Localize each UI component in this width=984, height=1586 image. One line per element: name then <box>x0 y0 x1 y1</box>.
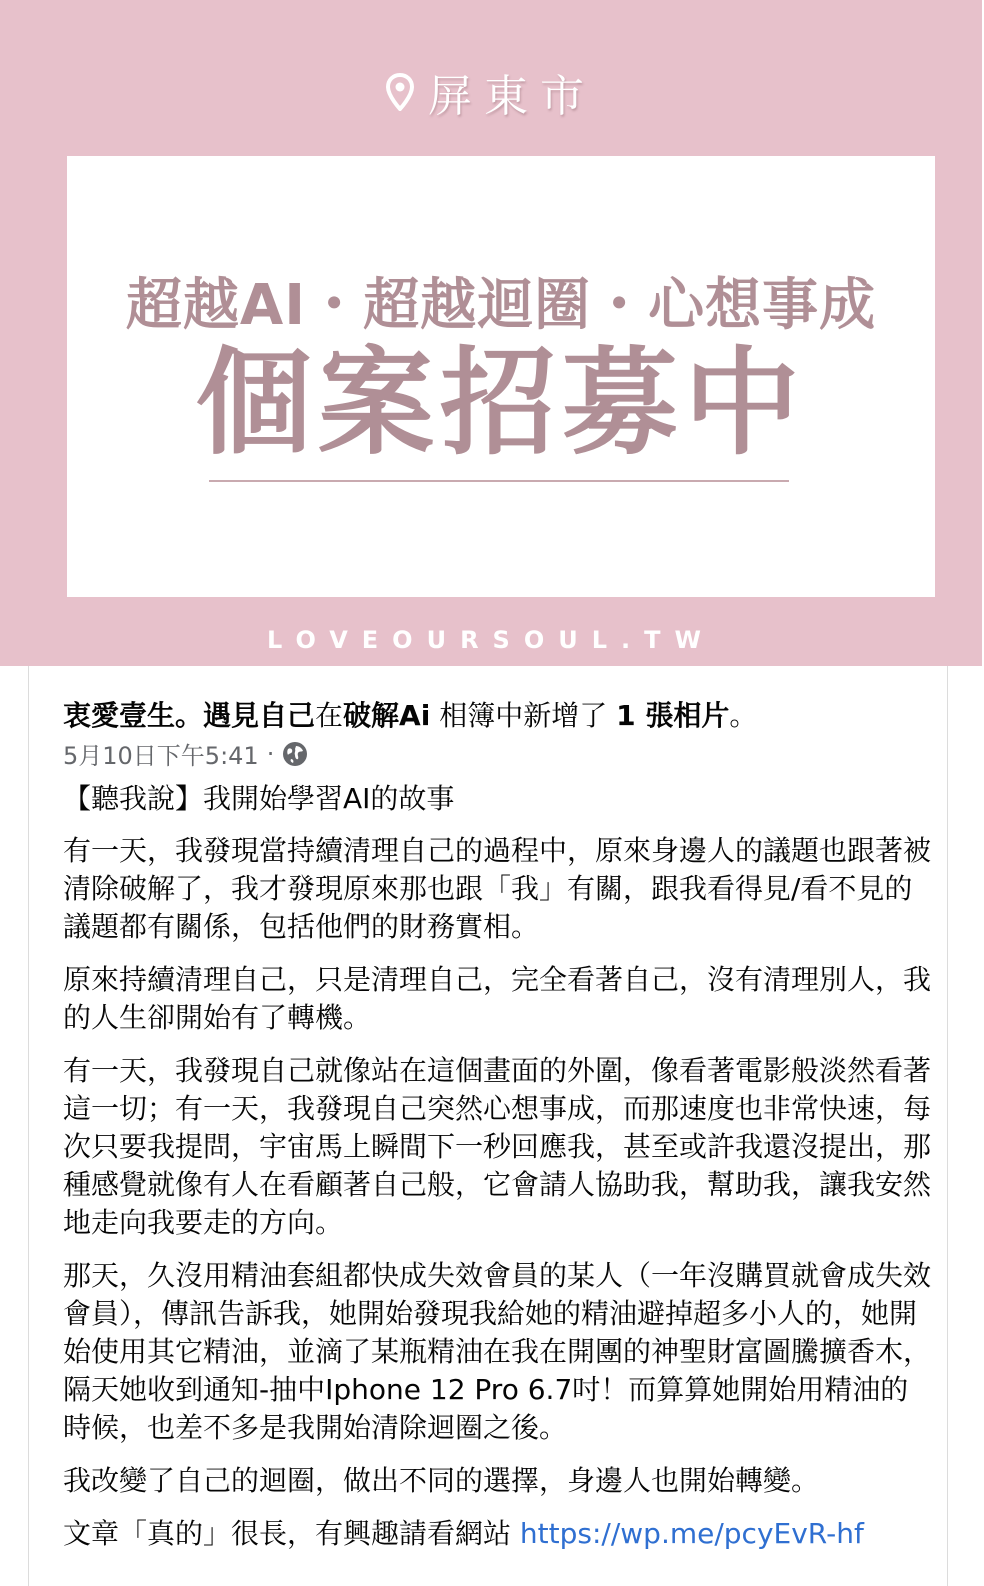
globe-icon[interactable] <box>282 741 308 767</box>
post-paragraph-4: 那天，久沒用精油套組都快成失效會員的某人（一年沒購買就會成失效會員），傳訊告訴我，她開始發現我給她的精油避掉超多小人的，她開始使用其它精油，並滴了某瓶精油在我在開團的神聖財富圖騰擴香木，隔天她收到通知-抽中Iphone 12 Pro 6.7吋！而算算她開始用精油的時候，也差不多是我開始清除迴圈之後。 <box>63 1259 932 1444</box>
post-paragraph-1: 有一天，我發現當持續清理自己的過程中，原來身邊人的議題也跟著被清除破解了，我才發現原來那也跟「我」有關，跟我看得見/看不見的議題都有關係，包括他們的財務實相。 <box>63 834 932 943</box>
location-text: 屏東市 <box>428 71 596 122</box>
banner-headline: 個案招募中 <box>196 336 806 471</box>
post-timestamp[interactable]: 5月10日下午5:41 <box>63 742 259 770</box>
post-action-prefix: 在 <box>315 699 344 732</box>
post-meta <box>63 736 308 771</box>
post-card <box>28 666 948 1586</box>
post-title: 【聽我說】我開始學習AI的故事 <box>63 782 455 815</box>
banner-card <box>67 156 935 597</box>
post-last-line-text: 文章「真的」很長，有興趣請看網站 <box>63 1517 520 1550</box>
website-link[interactable]: https://wp.me/pcyEvR-hf <box>519 1517 864 1550</box>
post-body <box>63 780 933 1568</box>
post-photo[interactable] <box>0 0 982 666</box>
banner-divider <box>209 480 789 482</box>
location-label <box>0 60 982 124</box>
post-paragraph-2: 原來持續清理自己，只是清理自己，完全看著自己，沒有清理別人，我的人生卻開始有了轉機。 <box>63 963 932 1034</box>
map-pin-icon <box>386 73 414 111</box>
album-link[interactable]: 破解Ai <box>343 699 431 732</box>
post-header <box>63 694 943 734</box>
post-paragraph-5: 我改變了自己的迴圈，做出不同的選擇，身邊人也開始轉變。 <box>63 1464 820 1497</box>
banner-slogan: 超越AI・超越迴圈・心想事成 <box>125 273 877 338</box>
post-paragraph-3: 有一天，我發現自己就像站在這個畫面的外圍，像看著電影般淡然看著這一切；有一天，我發現自己突然心想事成，而那速度也非常快速，每次只要我提問，宇宙馬上瞬間下一秒回應我，甚至或許我還沒提出，那種感覺就像有人在看顧著自己般，它會請人協助我，幫助我，讓我安然地走向我要走的方向。 <box>63 1054 932 1239</box>
photo-count-link[interactable]: 1 張相片 <box>616 699 730 732</box>
banner-website: LOVEOURSOUL.TW <box>267 626 715 654</box>
meta-separator: · <box>266 739 275 768</box>
post-last-line <box>63 1515 933 1553</box>
author-name-link[interactable]: 衷愛壹生。遇見自己 <box>63 699 316 732</box>
post-action-middle: 相簿中新增了 <box>430 699 617 732</box>
post-action-suffix: 。 <box>729 699 758 732</box>
